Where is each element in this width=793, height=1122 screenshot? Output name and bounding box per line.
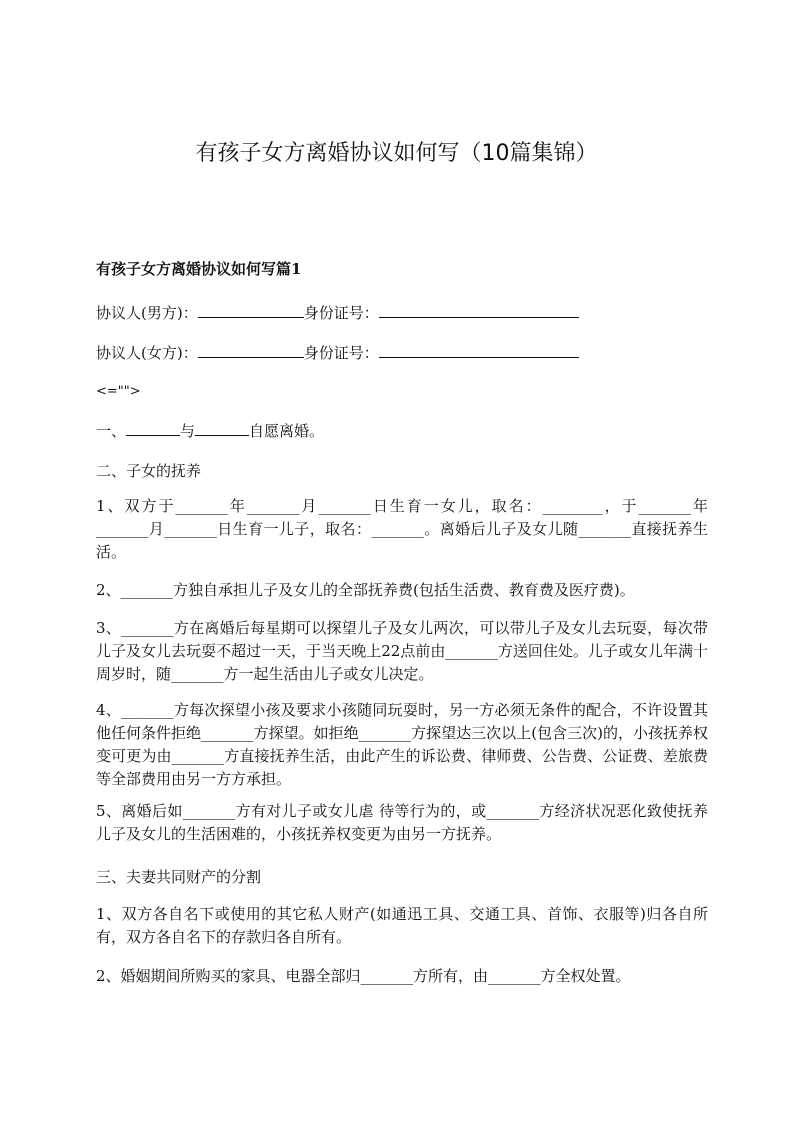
clause-1-prefix: 一、	[96, 422, 127, 440]
code-fragment: <="">	[96, 384, 141, 399]
paragraph: 1、双方各自名下或使用的其它私人财产(如通迅工具、交通工具、首饰、衣服等)归各自所有，双方各自名下的存款归各自所有。	[96, 905, 708, 946]
id-blank	[379, 302, 579, 318]
id-label: 身份证号：	[303, 344, 379, 362]
paragraph: 1、双方于_______年_______月_______日生育一女儿，取名：________，于_______年_______月_______日生育一儿子，取名：_______。离婚后儿子及女儿随_______直接抚养生活。	[96, 497, 708, 561]
paragraph: 3、_______方在离婚后每星期可以探望儿子及女儿两次，可以带儿子及女儿去玩耍，每次带儿子及女儿去玩耍不超过一天，于当天晚上22点前由_______方送回住处。儿子或女儿年满十周岁时，随_______方一起生活由儿子或女儿决定。	[96, 619, 708, 683]
heading-child-custody: 二、子女的抚养	[96, 462, 202, 480]
paragraph: 2、婚姻期间所购买的家具、电器全部归_______方所有，由_______方全权处置。	[96, 967, 631, 985]
party-female-label: 协议人(女方)：	[96, 344, 198, 362]
clause-1-and: 与	[180, 422, 196, 440]
clause-1-suffix: 自愿离婚。	[249, 422, 325, 440]
id-blank	[379, 342, 579, 358]
name-blank	[198, 342, 304, 358]
blank	[126, 420, 180, 436]
paragraph: 5、离婚后如_______方有对儿子或女儿虐 待等行为的，或_______方经济状况恶化致使抚养儿子及女儿的生活困难的，小孩抚养权变更为由另一方抚养。	[96, 802, 708, 843]
document-title: 有孩子女方离婚协议如何写（10篇集锦）	[195, 141, 598, 166]
clause-1	[96, 420, 706, 443]
party-male-label: 协议人(男方)：	[96, 304, 198, 322]
blank	[195, 420, 249, 436]
section-heading: 有孩子女方离婚协议如何写篇1	[96, 260, 302, 278]
id-label: 身份证号：	[303, 304, 379, 322]
party-male-line	[96, 302, 706, 325]
name-blank	[198, 302, 304, 318]
paragraph: 2、_______方独自承担儿子及女儿的全部抚养费(包括生活费、教育费及医疗费)。	[96, 581, 635, 599]
party-female-line	[96, 342, 706, 365]
paragraph: 4、_______方每次探望小孩及要求小孩随同玩耍时，另一方必须无条件的配合，不许设置其他任何条件拒绝_______方探望。如拒绝_______方探望达三次以上(包含三次)的，小孩抚养权变可更为由_______方直接抚养生活，由此产生的诉讼费、律师费、公告费、公证费、差旅费等全部费用由另一方方承担。	[96, 701, 708, 788]
heading-property-division: 三、夫妻共同财产的分割	[96, 868, 262, 886]
